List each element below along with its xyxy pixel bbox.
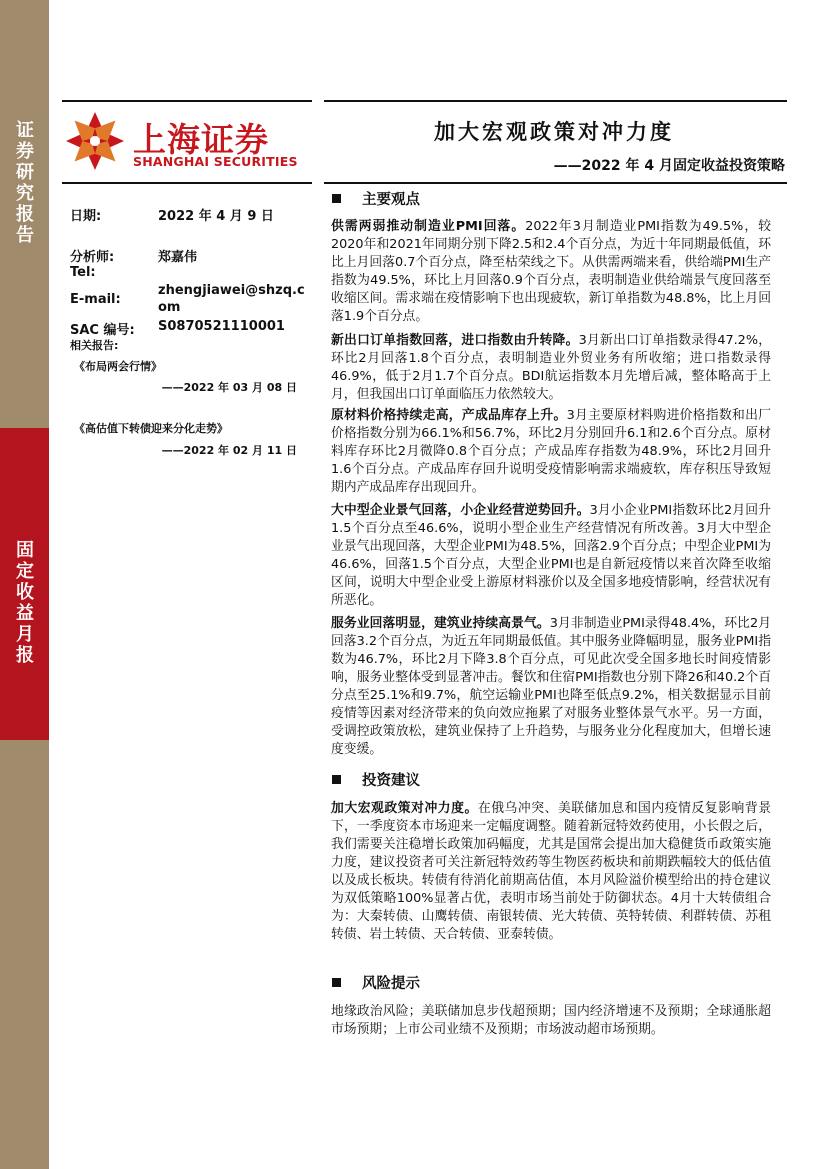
- header-rule-right: [324, 182, 787, 184]
- section-title: 投资建议: [362, 773, 420, 789]
- bullet-square-icon: [332, 194, 341, 203]
- sac-value: S0870521110001: [158, 319, 285, 334]
- top-rule-right: [324, 100, 787, 102]
- paragraph-lead: 加大宏观政策对冲力度。: [331, 801, 478, 816]
- related-report-name[interactable]: 《布局两会行情》: [74, 360, 162, 373]
- paragraph-body: 地缘政治风险；美联储加息步伐超预期；国内经济增速不及预期；全球通胀超市场预期；上市公司业绩不及预期；市场波动超市场预期。: [331, 1004, 771, 1037]
- logo-name-cn: 上海证券: [133, 120, 269, 159]
- email-value-line1[interactable]: zhengjiawei@shzq.c: [158, 283, 305, 298]
- logo-emblem-icon: [64, 110, 126, 172]
- top-rule-left: [62, 100, 312, 102]
- email-label: E-mail:: [70, 292, 121, 307]
- paragraph-lead: 供需两弱推动制造业PMI回落。: [331, 219, 526, 234]
- bullet-square-icon: [332, 978, 341, 987]
- paragraph-body: 3月小企业PMI指数环比2月回升1.5个百分点至46.6%，说明小型企业生产经营情况有所改善。3月大中型企业景气出现回落，大型企业PMI为48.5%，回落2.9个百分点；中型企业PMI为46.6%，回落1.5个百分点，大型企业PMI也是自新冠疫情以来首次降至收缩区间，说明大中型企业受上游原材料涨价以及全国多地疫情影响，经营状况有所恶化。: [331, 503, 771, 608]
- paragraph-manufacturing-pmi: [331, 218, 771, 326]
- paragraph-raw-material: [331, 407, 771, 497]
- paragraph-body: 在俄乌冲突、美联储加息和国内疫情反复影响背景下，一季度资本市场迎来一定幅度调整。随着新冠特效药使用，小长假之后，我们需要关注稳增长政策加码幅度，尤其是国常会提出加大稳健货币政策实施力度，建议投资者可关注新冠特效药等生物医药板块和前期跌幅较大的低估值以及成长板块。转债有待消化前期高估值，本月风险溢价模型给出的持仓建议为双低策略100%显著占优，表明市场当前处于防御状态。4月十大转债组合为：大秦转债、山鹰转债、南银转债、光大转债、英特转债、利群转债、苏租转债、岩土转债、天合转债、亚泰转债。: [331, 801, 772, 942]
- paragraph-investment-advice: [331, 800, 771, 944]
- paragraph-enterprise-size: [331, 502, 771, 610]
- date-label: 日期:: [70, 209, 102, 224]
- related-report-date: ——2022 年 02 月 11 日: [161, 444, 297, 457]
- paragraph-body: 3月主要原材料购进价格指数和出厂价格指数分别为66.1%和56.7%，环比2月分别回升6.1和2.6个百分点。原材料库存环比2月微降0.8个百分点；产成品库存指数为48.9%，环比2月回升1.6个百分点。产成品库存回升说明受疫情影响需求端疲软，库存积压导致短期内产成品库存出现回升。: [331, 408, 771, 495]
- bullet-square-icon: [332, 775, 341, 784]
- paragraph-body: 3月新出口订单指数录得47.2%，环比2月回落1.8个百分点，表明制造业外贸业务有所收缩；进口指数录得46.9%，低于2月1.7个百分点。BDI航运指数本月先增后减，整体略高于上月，但我国出口订单面临压力依然较大。: [331, 333, 772, 402]
- analyst-label: 分析师:: [70, 250, 115, 265]
- section-title: 主要观点: [362, 192, 420, 208]
- company-logo: [62, 106, 302, 176]
- analyst-value: 郑嘉伟: [158, 250, 198, 265]
- paragraph-services: [331, 615, 771, 759]
- date-value: 2022 年 4 月 9 日: [158, 209, 274, 224]
- email-value-line2[interactable]: om: [158, 300, 181, 315]
- section-main-views: [332, 188, 420, 209]
- paragraph-risk: [331, 1003, 771, 1039]
- paragraph-lead: 大中型企业景气回落，小企业经营逆势回升。: [331, 503, 590, 518]
- tel-label: Tel:: [70, 265, 96, 280]
- related-report-name[interactable]: 《高估值下转债迎来分化走势》: [74, 422, 228, 435]
- section-title: 风险提示: [362, 976, 420, 992]
- sac-label: SAC 编号:: [70, 323, 135, 338]
- report-category-label: 固定收益月报: [16, 540, 34, 666]
- related-report-date: ——2022 年 03 月 08 日: [161, 381, 297, 394]
- paragraph-body: 2022年3月制造业PMI指数为49.5%，较2020年和2021年同期分别下降2.5和2.4个百分点，为近十年同期最低值，环比上月回落0.7个百分点，降至枯荣线之下。从供需两端来看，供给端PMI生产指数为49.5%，环比上月回落0.9个百分点，表明制造业供给端景气度回落至收缩区间。需求端在疫情影响下也出现疲软，新订单指数为48.8%，比上月回落1.9个百分点。: [331, 219, 771, 324]
- related-reports-title: 相关报告:: [70, 339, 119, 352]
- header-rule-left: [62, 182, 312, 184]
- logo-name-en: SHANGHAI SECURITIES: [133, 154, 298, 169]
- paragraph-lead: 服务业回落明显，建筑业持续高景气。: [331, 616, 550, 631]
- paragraph-lead: 新出口订单指数回落，进口指数由升转降。: [331, 333, 579, 348]
- report-type-label: 证券研究报告: [16, 120, 34, 246]
- paragraph-body: 3月非制造业PMI录得48.4%，环比2月回落3.2个百分点，为近五年同期最低值。其中服务业降幅明显，服务业PMI指数为46.7%，环比2月下降3.8个百分点，可见此次受全国多地长时间疫情影响，服务业整体受到显著冲击。餐饮和住宿PMI指数也分别下降26和40.2个百分点至25.1%和9.7%，航空运输业PMI也降至低点9.2%，相关数据显示目前疫情等因素对经济带来的负向效应拖累了对服务业整体景气水平。另一方面，受调控政策放松，建筑业保持了上升趋势，与服务业分化程度加大，但增长速度变缓。: [331, 616, 772, 757]
- section-risk-warning: [332, 972, 420, 993]
- section-investment-advice: [332, 769, 420, 790]
- report-subtitle: ——2022 年 4 月固定收益投资策略: [553, 158, 785, 174]
- report-title: 加大宏观政策对冲力度: [434, 120, 674, 144]
- paragraph-export-orders: [331, 332, 771, 404]
- paragraph-lead: 原材料价格持续走高，产成品库存上升。: [331, 408, 567, 423]
